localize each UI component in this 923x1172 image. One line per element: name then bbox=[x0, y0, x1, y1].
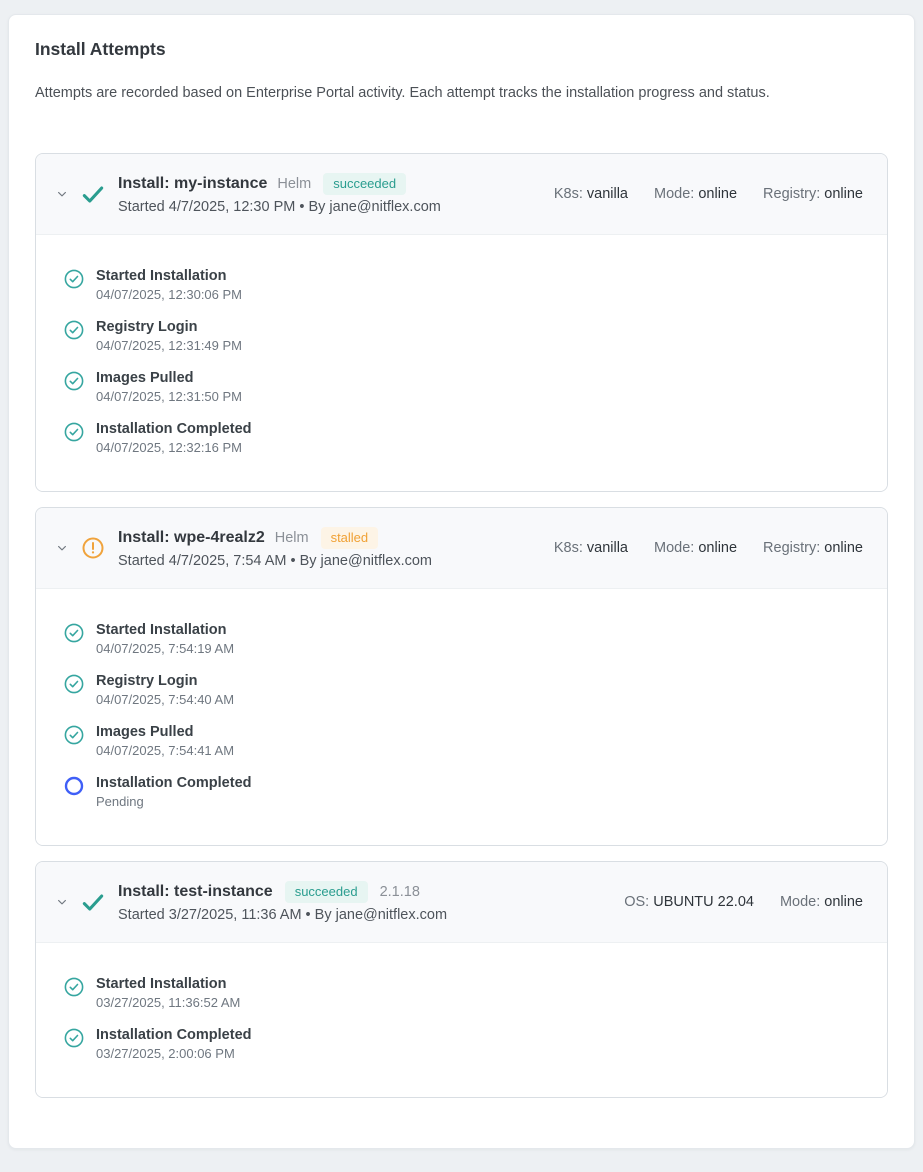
meta-registry: Registry: online bbox=[763, 186, 863, 202]
attempt-meta bbox=[624, 894, 863, 910]
step-done-icon bbox=[64, 977, 84, 997]
step-time: 04/07/2025, 7:54:19 AM bbox=[96, 641, 235, 656]
attempt-version: 2.1.18 bbox=[379, 884, 420, 900]
step-time: 04/07/2025, 7:54:41 AM bbox=[96, 743, 235, 758]
status-badge: stalled bbox=[321, 527, 379, 549]
step-time: 04/07/2025, 12:31:49 PM bbox=[96, 338, 243, 353]
attempt-started-line: Started 4/7/2025, 12:30 PM • By jane@nitflex.com bbox=[118, 198, 441, 215]
attempt-title: Install: test-instance bbox=[118, 883, 273, 900]
step-time: Pending bbox=[96, 794, 144, 809]
chevron-down-icon[interactable] bbox=[56, 188, 68, 200]
meta-k8s: K8s: vanilla bbox=[553, 540, 628, 556]
step-title: Installation Completed bbox=[96, 1027, 252, 1043]
step-done-icon bbox=[64, 422, 84, 442]
meta-k8s: K8s: vanilla bbox=[553, 186, 628, 202]
chevron-down-icon[interactable] bbox=[56, 542, 68, 554]
step-title: Started Installation bbox=[96, 622, 227, 638]
step-title: Images Pulled bbox=[96, 724, 194, 740]
step-pending-icon bbox=[64, 776, 84, 796]
step-title: Installation Completed bbox=[96, 775, 252, 791]
step-title: Registry Login bbox=[96, 319, 198, 335]
step-time: 04/07/2025, 7:54:40 AM bbox=[96, 692, 235, 707]
step-row bbox=[64, 673, 863, 707]
step-done-icon bbox=[64, 674, 84, 694]
install-attempt-card bbox=[35, 861, 888, 1098]
chevron-down-icon[interactable] bbox=[56, 896, 68, 908]
step-row bbox=[64, 421, 863, 455]
step-time: 03/27/2025, 2:00:06 PM bbox=[96, 1046, 235, 1061]
attempt-title-block bbox=[118, 173, 441, 215]
meta-mode: Mode: online bbox=[654, 540, 738, 556]
attempt-header[interactable] bbox=[36, 508, 887, 589]
attempt-steps bbox=[36, 943, 887, 1097]
step-title: Images Pulled bbox=[96, 370, 194, 386]
attempt-steps bbox=[36, 235, 887, 491]
step-done-icon bbox=[64, 1028, 84, 1048]
install-attempts-panel bbox=[8, 14, 915, 1149]
success-check-icon bbox=[80, 181, 106, 207]
step-title: Started Installation bbox=[96, 268, 227, 284]
install-attempt-card bbox=[35, 507, 888, 846]
step-title: Installation Completed bbox=[96, 421, 252, 437]
attempt-tag: Helm bbox=[274, 530, 309, 546]
meta-mode: Mode: online bbox=[779, 894, 863, 910]
page-title: Install Attempts bbox=[35, 39, 166, 59]
install-attempt-card bbox=[35, 153, 888, 492]
step-time: 03/27/2025, 11:36:52 AM bbox=[96, 995, 241, 1010]
step-time: 04/07/2025, 12:31:50 PM bbox=[96, 389, 243, 404]
step-title: Started Installation bbox=[96, 976, 227, 992]
step-row bbox=[64, 775, 863, 809]
step-title: Registry Login bbox=[96, 673, 198, 689]
meta-os: OS: UBUNTU 22.04 bbox=[624, 894, 754, 910]
step-time: 04/07/2025, 12:32:16 PM bbox=[96, 440, 243, 455]
attempt-title-block bbox=[118, 527, 432, 569]
attempt-header[interactable] bbox=[36, 154, 887, 235]
warning-icon bbox=[80, 535, 106, 561]
step-time: 04/07/2025, 12:30:06 PM bbox=[96, 287, 243, 302]
attempt-title: Install: my-instance bbox=[118, 175, 268, 192]
step-row bbox=[64, 268, 863, 302]
step-done-icon bbox=[64, 371, 84, 391]
step-row bbox=[64, 1027, 863, 1061]
step-done-icon bbox=[64, 725, 84, 745]
step-done-icon bbox=[64, 623, 84, 643]
status-badge: succeeded bbox=[323, 173, 406, 195]
step-done-icon bbox=[64, 320, 84, 340]
attempt-title: Install: wpe-4realz2 bbox=[118, 529, 265, 546]
attempt-header[interactable] bbox=[36, 862, 887, 943]
status-badge: succeeded bbox=[285, 881, 368, 903]
step-row bbox=[64, 319, 863, 353]
page-subtitle: Attempts are recorded based on Enterprise Portal activity. Each attempt tracks the installation progress and status. bbox=[35, 85, 770, 101]
attempt-started-line: Started 3/27/2025, 11:36 AM • By jane@nitflex.com bbox=[118, 906, 448, 923]
meta-registry: Registry: online bbox=[763, 540, 863, 556]
step-row bbox=[64, 976, 863, 1010]
attempt-meta bbox=[554, 186, 863, 202]
attempt-started-line: Started 4/7/2025, 7:54 AM • By jane@nitflex.com bbox=[118, 552, 432, 569]
step-row bbox=[64, 622, 863, 656]
meta-mode: Mode: online bbox=[654, 186, 738, 202]
attempt-meta bbox=[554, 540, 863, 556]
attempt-title-block bbox=[118, 881, 447, 923]
attempt-tag: Helm bbox=[277, 176, 312, 192]
success-check-icon bbox=[80, 889, 106, 915]
attempt-steps bbox=[36, 589, 887, 845]
step-row bbox=[64, 724, 863, 758]
step-row bbox=[64, 370, 863, 404]
step-done-icon bbox=[64, 269, 84, 289]
